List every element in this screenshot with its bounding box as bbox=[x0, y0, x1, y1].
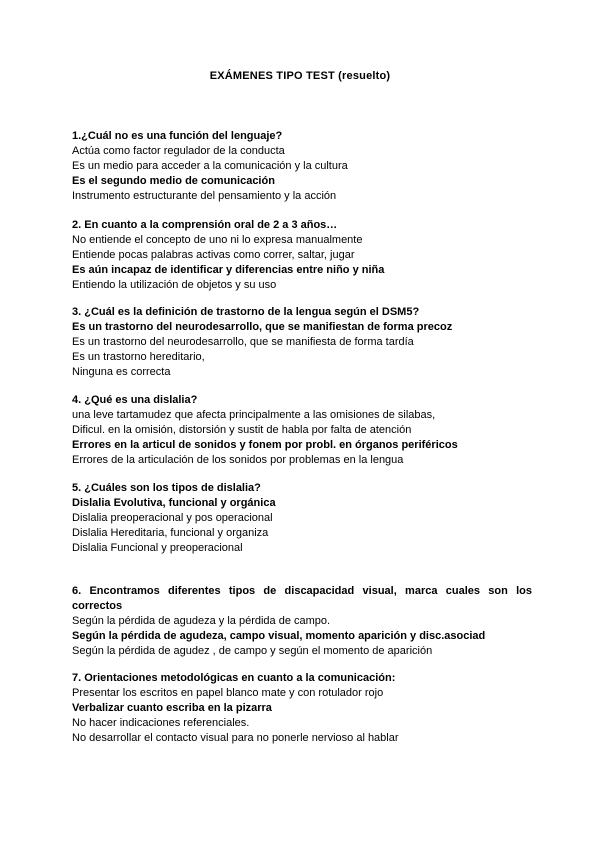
answer-option: Dificul. en la omisión, distorsión y sustit de habla por falta de atención bbox=[72, 424, 412, 436]
answer-option: No hacer indicaciones referenciales. bbox=[72, 717, 250, 729]
answer-option: No desarrollar el contacto visual para no ponerle nervioso al hablar bbox=[72, 732, 399, 744]
question-3 bbox=[72, 305, 532, 380]
correct-answer: Es el segundo medio de comunicación bbox=[72, 175, 275, 187]
correct-answer: Errores en la articul de sonidos y fonem por probl. en órganos periféricos bbox=[72, 439, 458, 451]
answer-option: Es un trastorno del neurodesarrollo, que se manifiesta de forma tardía bbox=[72, 336, 414, 348]
answer-option: Es un medio para acceder a la comunicación y la cultura bbox=[72, 160, 348, 172]
answer-option: Es un trastorno hereditario, bbox=[72, 351, 205, 363]
correct-answer: Dislalia Evolutiva, funcional y orgánica bbox=[72, 497, 276, 509]
question-title: 2. En cuanto a la comprensión oral de 2 a 3 años… bbox=[72, 219, 338, 231]
correct-answer: Es un trastorno del neurodesarrollo, que se manifiestan de forma precoz bbox=[72, 321, 453, 333]
answer-option: Ninguna es correcta bbox=[72, 366, 171, 378]
correct-answer: Según la pérdida de agudeza, campo visual, momento aparición y disc.asociad bbox=[72, 630, 486, 642]
question-7 bbox=[72, 671, 532, 746]
answer-list bbox=[72, 408, 532, 468]
answer-option: Actúa como factor regulador de la conducta bbox=[72, 145, 285, 157]
question-title: 6. Encontramos diferentes tipos de discapacidad visual, marca cuales son los correctos bbox=[72, 585, 532, 612]
answer-option: Dislalia Hereditaria, funcional y organiza bbox=[72, 527, 269, 539]
answer-list bbox=[72, 144, 532, 204]
answer-list bbox=[72, 320, 532, 380]
answer-option: Dislalia Funcional y preoperacional bbox=[72, 542, 243, 554]
answer-list bbox=[72, 233, 532, 293]
question-title: 7. Orientaciones metodológicas en cuanto a la comunicación: bbox=[72, 672, 396, 684]
answer-option: Presentar los escritos en papel blanco mate y con rotulador rojo bbox=[72, 687, 384, 699]
answer-option: Entiende pocas palabras activas como correr, saltar, jugar bbox=[72, 249, 355, 261]
answer-option: Errores de la articulación de los sonidos por problemas en la lengua bbox=[72, 454, 404, 466]
correct-answer: Verbalizar cuanto escriba en la pizarra bbox=[72, 702, 272, 714]
question-6 bbox=[72, 584, 532, 659]
question-1 bbox=[72, 129, 532, 204]
question-title: 4. ¿Qué es una dislalia? bbox=[72, 394, 198, 406]
answer-option: una leve tartamudez que afecta principalmente a las omisiones de silabas, bbox=[72, 409, 436, 421]
question-2 bbox=[72, 218, 532, 293]
answer-option: Instrumento estructurante del pensamiento y la acción bbox=[72, 190, 337, 202]
answer-list bbox=[72, 614, 532, 659]
answer-option: Según la pérdida de agudeza y la pérdida de campo. bbox=[72, 615, 331, 627]
answer-option: No entiende el concepto de uno ni lo expresa manualmente bbox=[72, 234, 363, 246]
question-title: 3. ¿Cuál es la definición de trastorno de la lengua según el DSM5? bbox=[72, 306, 420, 318]
answer-option: Dislalia preoperacional y pos operacional bbox=[72, 512, 273, 524]
answer-list bbox=[72, 496, 532, 556]
question-5 bbox=[72, 481, 532, 556]
question-4 bbox=[72, 393, 532, 468]
correct-answer: Es aún incapaz de identificar y diferencias entre niño y niña bbox=[72, 264, 385, 276]
question-title: 1.¿Cuál no es una función del lenguaje? bbox=[72, 130, 283, 142]
document-title: EXÁMENES TIPO TEST (resuelto) bbox=[209, 70, 391, 82]
answer-list bbox=[72, 686, 532, 746]
question-title: 5. ¿Cuáles son los tipos de dislalia? bbox=[72, 482, 261, 494]
answer-option: Entiendo la utilización de objetos y su uso bbox=[72, 279, 277, 291]
answer-option: Según la pérdida de agudez , de campo y según el momento de aparición bbox=[72, 645, 433, 657]
